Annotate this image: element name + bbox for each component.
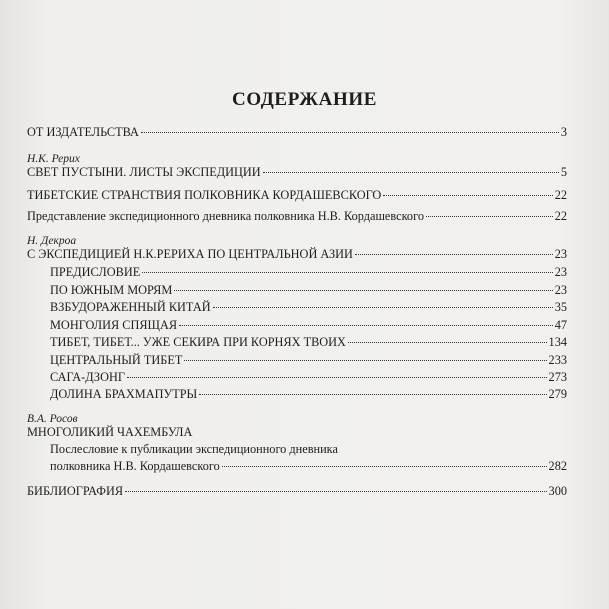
toc-entry-label: БИБЛИОГРАФИЯ: [27, 484, 124, 498]
toc-entry-label: ДОЛИНА БРАХМАПУТРЫ: [50, 387, 198, 401]
toc-entry-page: 233: [548, 353, 567, 367]
toc-entry-page: 134: [548, 335, 567, 349]
toc-entry-label: ТИБЕТСКИЕ СТРАНСТВИЯ ПОЛКОВНИКА КОРДАШЕВСКОГО: [27, 188, 382, 202]
dot-leader: [174, 280, 552, 291]
toc-entry-page: 300: [548, 484, 567, 498]
dot-leader: [199, 384, 546, 395]
toc-entry-tibetan-wanderings: [27, 187, 567, 204]
dot-leader: [141, 122, 559, 133]
dot-leader: [355, 244, 553, 255]
toc-entry-label: ВЗБУДОРАЖЕННЫЙ КИТАЙ: [50, 300, 211, 314]
toc-entry-label: полковника Н.В. Кордашевского: [50, 459, 220, 473]
toc-entry-page: 22: [554, 188, 567, 202]
toc-entry-page: 47: [554, 318, 567, 332]
toc-entry-from-publisher: [27, 124, 567, 141]
toc-entry-label: ОТ ИЗДАТЕЛЬСТВА: [27, 125, 139, 139]
dot-leader: [125, 481, 546, 492]
author-name: В.А. Росов: [27, 413, 78, 425]
toc-entry-page: 5: [560, 165, 567, 179]
toc-entry-label: МОНГОЛИЯ СПЯЩАЯ: [50, 318, 178, 332]
toc-entry-agitated-china: [50, 299, 567, 316]
page-title: СОДЕРЖАНИЕ: [232, 89, 377, 110]
dot-leader: [426, 206, 553, 217]
toc-entry-preface: [50, 264, 567, 281]
toc-entry-page: 279: [548, 387, 567, 401]
toc-entry-light-of-desert: [27, 164, 567, 181]
toc-entry-page: 35: [554, 300, 567, 314]
toc-entry-bibliography: [27, 483, 567, 500]
toc-entry-page: 282: [548, 459, 567, 473]
dot-leader: [127, 367, 547, 378]
author-name: Н.К. Рерих: [27, 153, 80, 165]
toc-entry-page: 3: [560, 125, 567, 139]
dot-leader: [348, 332, 547, 343]
toc-entry-page: 23: [554, 247, 567, 261]
dot-leader: [263, 162, 559, 173]
toc-entry-label: ЦЕНТРАЛЬНЫЙ ТИБЕТ: [50, 353, 183, 367]
toc-entry-afterword: [50, 458, 567, 475]
dot-leader: [184, 350, 546, 361]
dot-leader: [142, 262, 552, 273]
toc-entry-brahmaputra: [50, 386, 567, 403]
toc-entry-page: 273: [548, 370, 567, 384]
toc-entry-label: ТИБЕТ, ТИБЕТ... УЖЕ СЕКИРА ПРИ КОРНЯХ ТВОИХ: [50, 335, 346, 349]
dot-leader: [213, 297, 553, 308]
toc-entry-afterword-line1: Послесловие к публикации экспедиционного дневника: [50, 442, 338, 456]
toc-entry-label: С ЭКСПЕДИЦИЕЙ Н.К.РЕРИХА ПО ЦЕНТРАЛЬНОЙ АЗИИ: [27, 247, 353, 261]
toc-entry-label: САГА-ДЗОНГ: [50, 370, 125, 384]
dot-leader: [222, 456, 547, 467]
toc-entry-chakhembula: МНОГОЛИКИЙ ЧАХЕМБУЛА: [27, 425, 193, 439]
toc-entry-page: 23: [554, 283, 567, 297]
dot-leader: [383, 185, 552, 196]
toc-entry-page: 23: [554, 265, 567, 279]
toc-entry-with-expedition: [27, 246, 567, 263]
author-name: Н. Декроа: [27, 235, 77, 247]
toc-entry-page: 22: [554, 209, 567, 223]
toc-entry-label: СВЕТ ПУСТЫНИ. ЛИСТЫ ЭКСПЕДИЦИИ: [27, 165, 261, 179]
toc-entry-tibet-axe: [50, 334, 567, 351]
toc-entry-diary-presentation: [27, 208, 567, 225]
dot-leader: [179, 315, 553, 326]
toc-entry-label: ПО ЮЖНЫМ МОРЯМ: [50, 283, 173, 297]
toc-entry-label: ПРЕДИСЛОВИЕ: [50, 265, 141, 279]
toc-entry-label: Представление экспедиционного дневника полковника Н.В. Кордашевского: [27, 209, 424, 223]
